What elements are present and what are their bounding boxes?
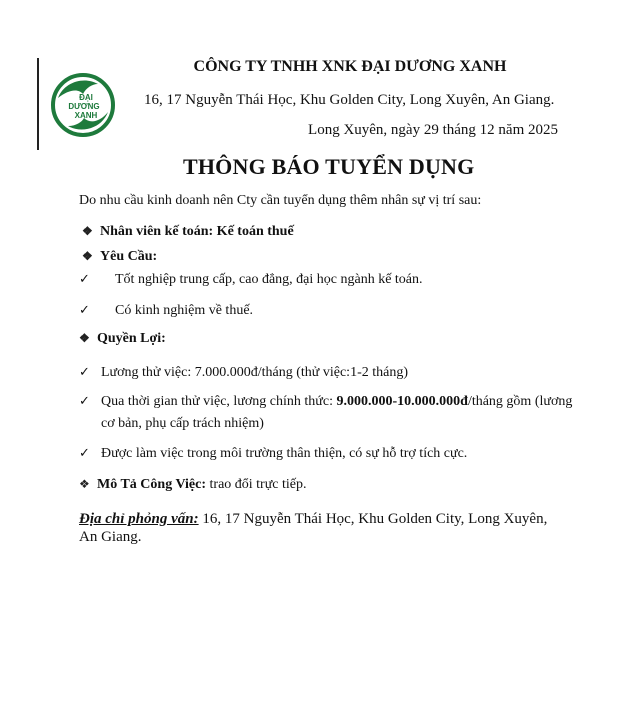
- company-name: [0, 58, 620, 76]
- logo-text-1: ĐẠI: [79, 93, 93, 102]
- checkmark-icon: ✓: [79, 302, 90, 317]
- company-name-text: CÔNG TY TNHH XNK ĐẠI DƯƠNG XANH: [193, 58, 507, 75]
- benefits-heading-text: Quyền Lợi:: [97, 331, 166, 346]
- checkmark-icon: ✓: [79, 271, 90, 286]
- diamond-bullet-icon: ❖: [82, 249, 93, 263]
- benefit-item-continuation: cơ bản, phụ cấp trách nhiệm): [101, 416, 264, 431]
- job-description: [79, 477, 307, 493]
- benefit-salary-amount: 9.000.000-10.000.000đ: [336, 394, 468, 409]
- checkmark-icon: ✓: [79, 364, 90, 379]
- job-description-value: trao đổi trực tiếp.: [206, 477, 307, 492]
- logo-text-3: XANH: [74, 111, 98, 120]
- requirements-heading: [82, 249, 157, 265]
- requirements-heading-text: Yêu Cầu:: [100, 249, 158, 264]
- interview-address: [79, 510, 549, 546]
- diamond-bullet-icon: ❖: [82, 224, 93, 238]
- benefit-item: Lương thử việc: 7.000.000đ/tháng (thử việc:1-2 tháng): [101, 365, 408, 380]
- interview-value: 16, 17 Nguyễn Thái Học, Khu Golden City, Long Xuyên, An Giang.: [79, 511, 548, 545]
- benefit-salary-suffix: /tháng gồm (lương: [467, 394, 573, 409]
- requirement-item: Tốt nghiệp trung cấp, cao đẳng, đại học ngành kế toán.: [115, 272, 423, 287]
- diamond-bullet-icon: ❖: [79, 331, 90, 345]
- page-title: THÔNG BÁO TUYỂN DỤNG: [183, 154, 475, 179]
- checkmark-icon: ✓: [79, 445, 90, 460]
- intro-text: Do nhu cầu kinh doanh nên Cty cần tuyển dụng thêm nhân sự vị trí sau:: [79, 193, 482, 208]
- date-line: Long Xuyên, ngày 29 tháng 12 năm 2025: [308, 122, 558, 138]
- company-address: 16, 17 Nguyễn Thái Học, Khu Golden City, Long Xuyên, An Giang.: [144, 92, 555, 108]
- benefit-item: [101, 394, 572, 410]
- checkmark-icon: ✓: [79, 393, 90, 408]
- logo-text-2: DƯƠNG: [68, 102, 100, 111]
- benefits-heading: [79, 331, 166, 347]
- benefit-item: Được làm việc trong môi trường thân thiện, có sự hỗ trợ tích cực.: [101, 446, 468, 461]
- interview-label: Địa chỉ phỏng vấn:: [79, 511, 199, 527]
- position-text: Nhân viên kế toán: Kế toán thuế: [100, 224, 294, 239]
- benefit-salary-prefix: Qua thời gian thử việc, lương chính thức:: [101, 394, 337, 409]
- job-description-label: Mô Tả Công Việc:: [97, 477, 207, 492]
- diamond-bullet-icon: ❖: [79, 477, 90, 491]
- company-logo: [50, 72, 116, 138]
- position-bullet: [82, 224, 294, 240]
- requirement-item: Có kinh nghiệm về thuế.: [115, 303, 254, 318]
